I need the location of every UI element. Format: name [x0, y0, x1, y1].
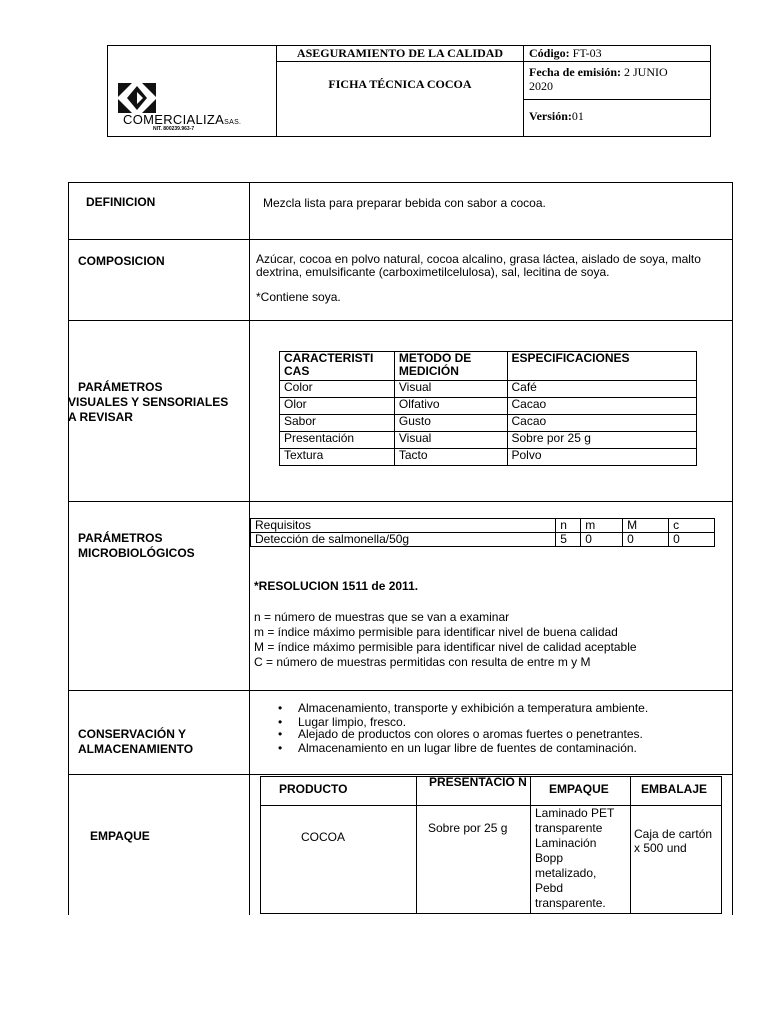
definicion-text: Mezcla lista para preparar bebida con sabor a cocoa.	[263, 196, 546, 210]
sensory-cell: Gusto	[394, 415, 507, 432]
micro-cell: Detección de salmonella/50g	[251, 533, 556, 547]
resolucion-text: *RESOLUCION 1511 de 2011.	[254, 579, 419, 593]
empaque-embalaje: Caja de cartón x 500 und	[634, 827, 713, 855]
micro-header-row	[251, 519, 715, 533]
empaque-presentacion: Sobre por 25 g	[428, 821, 508, 835]
conservacion-label-2: ALMACENAMIENTO	[78, 742, 194, 756]
sensory-cell: Tacto	[394, 449, 507, 466]
list-item: • Almacenamiento en un lugar libre de fuentes de contaminación.	[270, 742, 648, 754]
doc-version-value: 01	[571, 109, 584, 123]
table-row	[280, 449, 697, 466]
micro-header-cell: c	[669, 519, 715, 533]
empaque-header-empaque: EMPAQUE	[549, 782, 609, 796]
sensory-header-row	[280, 352, 697, 381]
doc-code-label: Código:	[529, 46, 570, 60]
doc-date-label: Fecha de emisión:	[529, 65, 621, 79]
company-logo	[118, 82, 268, 134]
micro-header-cell: n	[556, 519, 581, 533]
sensory-cell: Olfativo	[394, 398, 507, 415]
list-item: • Lugar limpio, fresco.	[270, 716, 648, 728]
empaque-header-producto: PRODUCTO	[279, 782, 348, 796]
list-item: • Almacenamiento, transporte y exhibición a temperatura ambiente.	[270, 702, 648, 716]
parametros-visuales-label-3: A REVISAR	[68, 410, 133, 424]
micro-header-cell: M	[623, 519, 669, 533]
conservacion-list	[270, 702, 648, 754]
table-row	[280, 432, 697, 449]
sensory-header-cell: ESPECIFICACIONES	[507, 352, 697, 381]
doc-date-year: 2020	[529, 79, 553, 93]
composicion-note: *Contiene soya.	[256, 290, 341, 304]
composicion-text-2: dextrina, emulsificante (carboximetilcelulosa), sal, lecitina de soya.	[256, 265, 610, 279]
parametros-visuales-label-1: PARÁMETROS	[78, 380, 163, 394]
conservacion-label	[78, 727, 193, 757]
sensory-cell: Visual	[394, 381, 507, 398]
sensory-cell: Cacao	[507, 398, 697, 415]
doc-date	[529, 66, 668, 79]
company-name: COMERCIALIZA	[123, 112, 225, 127]
doc-code-value: FT-03	[572, 46, 602, 60]
sensory-table	[279, 351, 697, 466]
micro-note-line: C = número de muestras permitidas con resulta de entre m y M	[254, 655, 591, 669]
empaque-label: EMPAQUE	[90, 829, 150, 843]
sensory-cell: Polvo	[507, 449, 697, 466]
micro-cell: 5	[556, 533, 581, 547]
micro-cell: 0	[669, 533, 715, 547]
logo-mark-icon	[118, 82, 156, 114]
composicion-label: COMPOSICION	[78, 254, 165, 268]
parametros-micro-label-1: PARÁMETROS	[78, 531, 163, 545]
parametros-visuales-label-2: VISUALES Y SENSORIALES	[68, 395, 229, 409]
sensory-cell: Presentación	[280, 432, 395, 449]
doc-code	[529, 47, 602, 60]
micro-note-line: m = índice máximo permisible para identificar nivel de buena calidad	[254, 625, 618, 639]
sensory-cell: Color	[280, 381, 395, 398]
sensory-cell: Olor	[280, 398, 395, 415]
empaque-header-embalaje: EMBALAJE	[641, 782, 708, 796]
table-row	[280, 398, 697, 415]
doc-area-title: ASEGURAMIENTO DE LA CALIDAD	[296, 46, 504, 60]
doc-version-label: Versión:	[529, 109, 572, 123]
empaque-header-presentacion: PRESENTACIO N	[429, 775, 527, 789]
empaque-empaque: Laminado PET transparente Laminación Bopp metalizado, Pebd transparente.	[535, 806, 615, 910]
sensory-cell: Sobre por 25 g	[507, 432, 697, 449]
sensory-cell: Visual	[394, 432, 507, 449]
micro-header-cell: m	[581, 519, 623, 533]
micro-cell: 0	[581, 533, 623, 547]
sensory-cell: Sabor	[280, 415, 395, 432]
micro-table	[250, 518, 715, 547]
table-row	[280, 381, 697, 398]
list-item: • Alejado de productos con olores o aromas fuertes o penetrantes.	[270, 728, 648, 742]
sensory-header-cell: CARACTERISTI CAS	[280, 352, 395, 381]
micro-note-line: n = número de muestras que se van a examinar	[254, 610, 510, 624]
empaque-producto: COCOA	[301, 830, 346, 844]
company-suffix: SAS.	[224, 119, 242, 126]
parametros-visuales-label	[68, 380, 229, 425]
doc-date-value: 2 JUNIO	[624, 65, 668, 79]
doc-version	[529, 110, 584, 123]
parametros-micro-label-2: MICROBIOLÓGICOS	[78, 546, 195, 560]
table-row	[280, 415, 697, 432]
sensory-cell: Cacao	[507, 415, 697, 432]
table-row	[251, 533, 715, 547]
parametros-micro-label	[78, 531, 195, 561]
micro-notes	[254, 610, 637, 670]
micro-note-line: M = índice máximo permisible para identificar nivel de calidad aceptable	[254, 640, 637, 654]
sensory-cell: Textura	[280, 449, 395, 466]
page-title: FICHA TÉCNICA COCOA	[328, 77, 472, 91]
company-nit: NIT. 800239.963-7	[153, 126, 195, 132]
composicion-text-1: Azúcar, cocoa en polvo natural, cocoa alcalino, grasa láctea, aislado de soya, malto	[256, 252, 701, 266]
conservacion-label-1: CONSERVACIÓN Y	[78, 727, 187, 741]
micro-cell: 0	[623, 533, 669, 547]
micro-header-cell: Requisitos	[251, 519, 556, 533]
sensory-cell: Café	[507, 381, 697, 398]
definicion-label: DEFINICION	[86, 195, 156, 209]
sensory-header-cell: METODO DE MEDICIÓN	[394, 352, 507, 381]
